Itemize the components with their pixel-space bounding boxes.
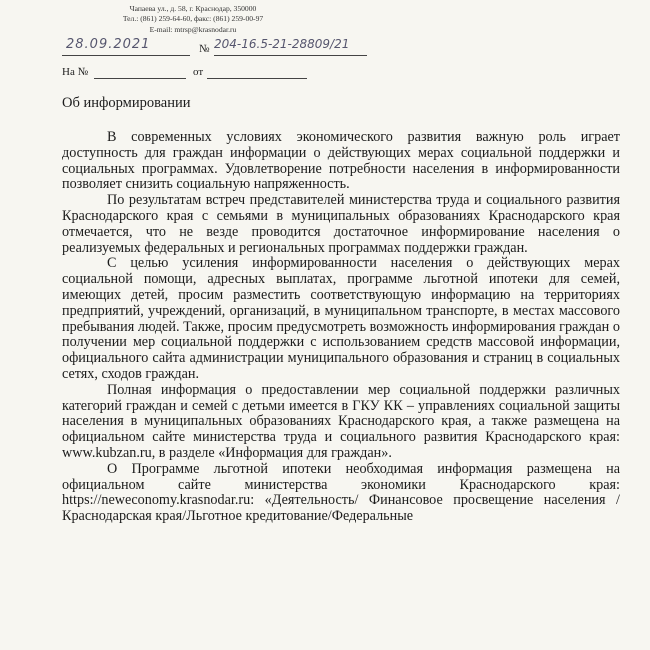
letterhead-email: E-mail: mtrsp@krasnodar.ru bbox=[149, 24, 237, 34]
registration-number-field bbox=[214, 38, 367, 56]
paragraph: В современных условиях экономического развития важную роль играет доступность для граждан информации о действующих мерах социальной поддержки и социальных программах. Удовлетворение потребности населения в информированности позволяет снизить социальную напряженность. bbox=[62, 129, 620, 193]
registration-number: 204-16.5-21-28809/21 bbox=[214, 37, 350, 51]
paragraph: О Программе льготной ипотеки необходимая информация размещена на официальном сайте министерства экономики Краснодарского края: https://neweconomy.krasnodar.ru: «Деятельность/ Финансовое просвещение населения /Краснодарская края/Льготное кредитование/Федеральные bbox=[62, 460, 620, 525]
paragraph: С целью усиления информированности населения о действующих мерах социальной помощи, адресных выплатах, программе льготной ипотеки для семей, имеющих детей, просим разместить соответствующую информацию на территориях предприятий, учреждений, организаций, в муниципальном транспорте, в местах массового пребывания людей. Также, просим предусмотреть возможность информирования граждан о получении мер социальной поддержки с использованием средств массовой информации, официального сайта администрации муниципального образования и страниц в социальных сетях, сходов граждан. bbox=[62, 255, 620, 382]
reference-date-label: от bbox=[193, 66, 204, 78]
reference-number-label: На № bbox=[62, 66, 89, 78]
letter-body bbox=[62, 130, 620, 525]
letterhead-contacts bbox=[88, 4, 298, 35]
letterhead-phone: Тел.: (861) 259-64-60, факс: (861) 259-00-97 bbox=[122, 14, 264, 24]
reference-date-line bbox=[207, 78, 307, 79]
registration-date: 28.09.2021 bbox=[66, 37, 151, 52]
letter-subject: Об информировании bbox=[62, 95, 191, 111]
registration-number-label: № bbox=[199, 43, 210, 55]
paragraph: Полная информация о предоставлении мер социальной поддержки различных категорий граждан и семей с детьми имеется в ГКУ КК – управлениях социальной защиты населения в муниципальных образованиях Краснодарского края, а также размещена на официальном сайте министерства труда и социального развития Краснодарского края: www.kubzan.ru, в разделе «Информация для граждан». bbox=[62, 381, 620, 461]
registration-date-field bbox=[62, 38, 190, 56]
letterhead-address: Чапаева ул., д. 58, г. Краснодар, 350000 bbox=[129, 4, 257, 13]
paragraph: По результатам встреч представителей министерства труда и социального развития Краснодарского края с семьями в муниципальных образованиях Краснодарского края отмечается, что не везде проводится достаточное информирование населения о реализуемых федеральных и региональных программах поддержки граждан. bbox=[62, 192, 620, 256]
reference-number-line bbox=[94, 78, 186, 79]
